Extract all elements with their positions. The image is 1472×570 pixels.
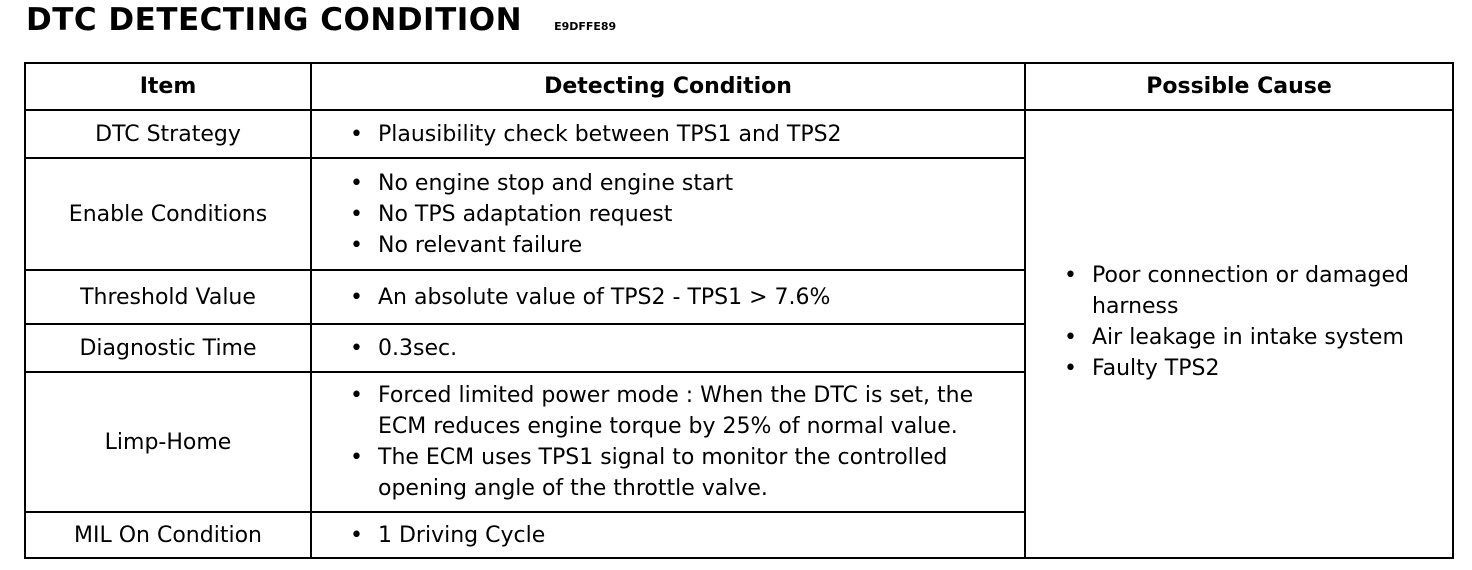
item-diagnostic-time: Diagnostic Time (25, 324, 311, 372)
condition-item: • The ECM uses TPS1 signal to monitor the controlled opening angle of the throttle valve. (350, 442, 1016, 504)
item-threshold-value: Threshold Value (25, 270, 311, 324)
cause-item: • Faulty TPS2 (1064, 353, 1440, 384)
condition-cell (311, 324, 1025, 372)
condition-item: • No relevant failure (350, 230, 1016, 261)
condition-cell (311, 372, 1025, 512)
header-possible-cause: Possible Cause (1025, 63, 1453, 110)
header-item: Item (25, 63, 311, 110)
condition-cell (311, 270, 1025, 324)
header-detecting-condition: Detecting Condition (311, 63, 1025, 110)
dtc-condition-table (24, 62, 1454, 559)
condition-item: • 0.3sec. (350, 333, 1016, 364)
condition-item: • Plausibility check between TPS1 and TPS2 (350, 119, 1016, 150)
table-row (25, 110, 1453, 158)
cause-item: • Air leakage in intake system (1064, 322, 1440, 353)
item-mil-on-condition: MIL On Condition (25, 512, 311, 558)
item-dtc-strategy: DTC Strategy (25, 110, 311, 158)
condition-item: • Forced limited power mode : When the DTC is set, the ECM reduces engine torque by 25% of normal value. (350, 380, 1016, 442)
condition-cell (311, 110, 1025, 158)
condition-cell (311, 512, 1025, 558)
header (26, 2, 616, 38)
condition-cell (311, 158, 1025, 270)
condition-item: • No TPS adaptation request (350, 199, 1016, 230)
item-limp-home: Limp-Home (25, 372, 311, 512)
table-header-row (25, 63, 1453, 110)
document-code: E9DFFE89 (554, 20, 617, 33)
cause-item: • Poor connection or damaged harness (1064, 260, 1440, 322)
condition-item: • No engine stop and engine start (350, 168, 1016, 199)
page-title: DTC DETECTING CONDITION (26, 2, 523, 38)
item-enable-conditions: Enable Conditions (25, 158, 311, 270)
condition-item: • An absolute value of TPS2 - TPS1 > 7.6% (350, 282, 1016, 313)
condition-item: • 1 Driving Cycle (350, 520, 1016, 551)
possible-cause-cell (1025, 110, 1453, 558)
